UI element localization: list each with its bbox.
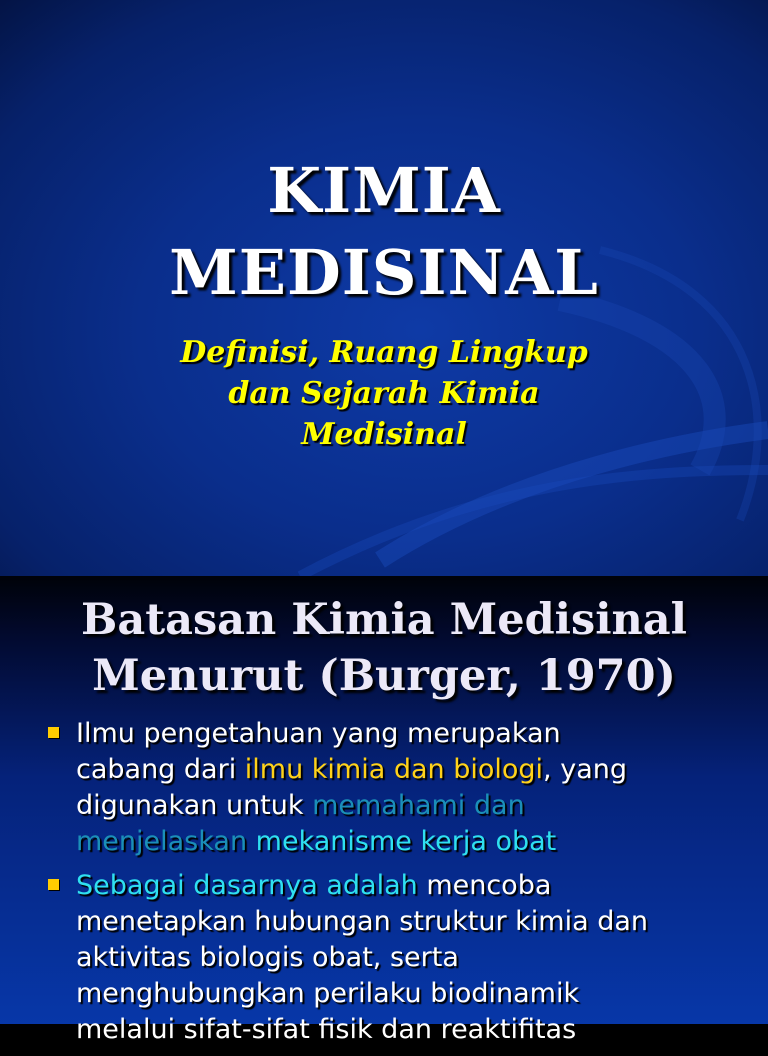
bullet-text: melalui sifat-sifat fisik dan reaktifitas [76, 1014, 577, 1045]
content-title-line-2: Menurut (Burger, 1970) [92, 651, 676, 701]
highlight-text: ilmu kimia dan biologi [244, 754, 544, 785]
bullet-text: cabang dari ilmu kimia dan biologi, yang [76, 754, 627, 785]
slide-title [0, 150, 768, 314]
bullet-text: aktivitas biologis obat, serta [76, 942, 459, 973]
subtitle-line-2: dan Sejarah Kimia [228, 376, 540, 411]
bullet-item [46, 868, 746, 1048]
content-title-line-1: Batasan Kimia Medisinal [81, 595, 687, 645]
content-slide [0, 576, 768, 1045]
bullet-text [76, 824, 746, 860]
square-bullet-icon [48, 879, 59, 890]
title-line-1: KIMIA [267, 154, 501, 227]
content-slide-title [0, 592, 768, 704]
bullet-text: Ilmu pengetahuan yang merupakan [76, 718, 561, 749]
highlight-text: memahami dan [312, 790, 525, 821]
subtitle-line-3: Medisinal [301, 417, 467, 452]
highlight-text: mekanisme kerja obat [247, 826, 557, 857]
bullet-item [46, 716, 746, 860]
subtitle-line-1: Definisi, Ruang Lingkup [180, 335, 588, 370]
title-line-2: MEDISINAL [169, 236, 599, 309]
bullet-list [46, 716, 746, 1056]
square-bullet-icon [48, 727, 59, 738]
bullet-text: menghubungkan perilaku biodinamik [76, 978, 580, 1009]
bullet-text: digunakan untuk memahami dan [76, 790, 525, 821]
bullet-text: Sebagai dasarnya adalah mencoba [76, 870, 552, 901]
bullet-text: menetapkan hubungan struktur kimia dan [76, 906, 649, 937]
slide-subtitle [0, 332, 768, 455]
highlight-text: Sebagai dasarnya adalah [76, 870, 418, 901]
highlight-text: menjelaskan [76, 826, 248, 857]
